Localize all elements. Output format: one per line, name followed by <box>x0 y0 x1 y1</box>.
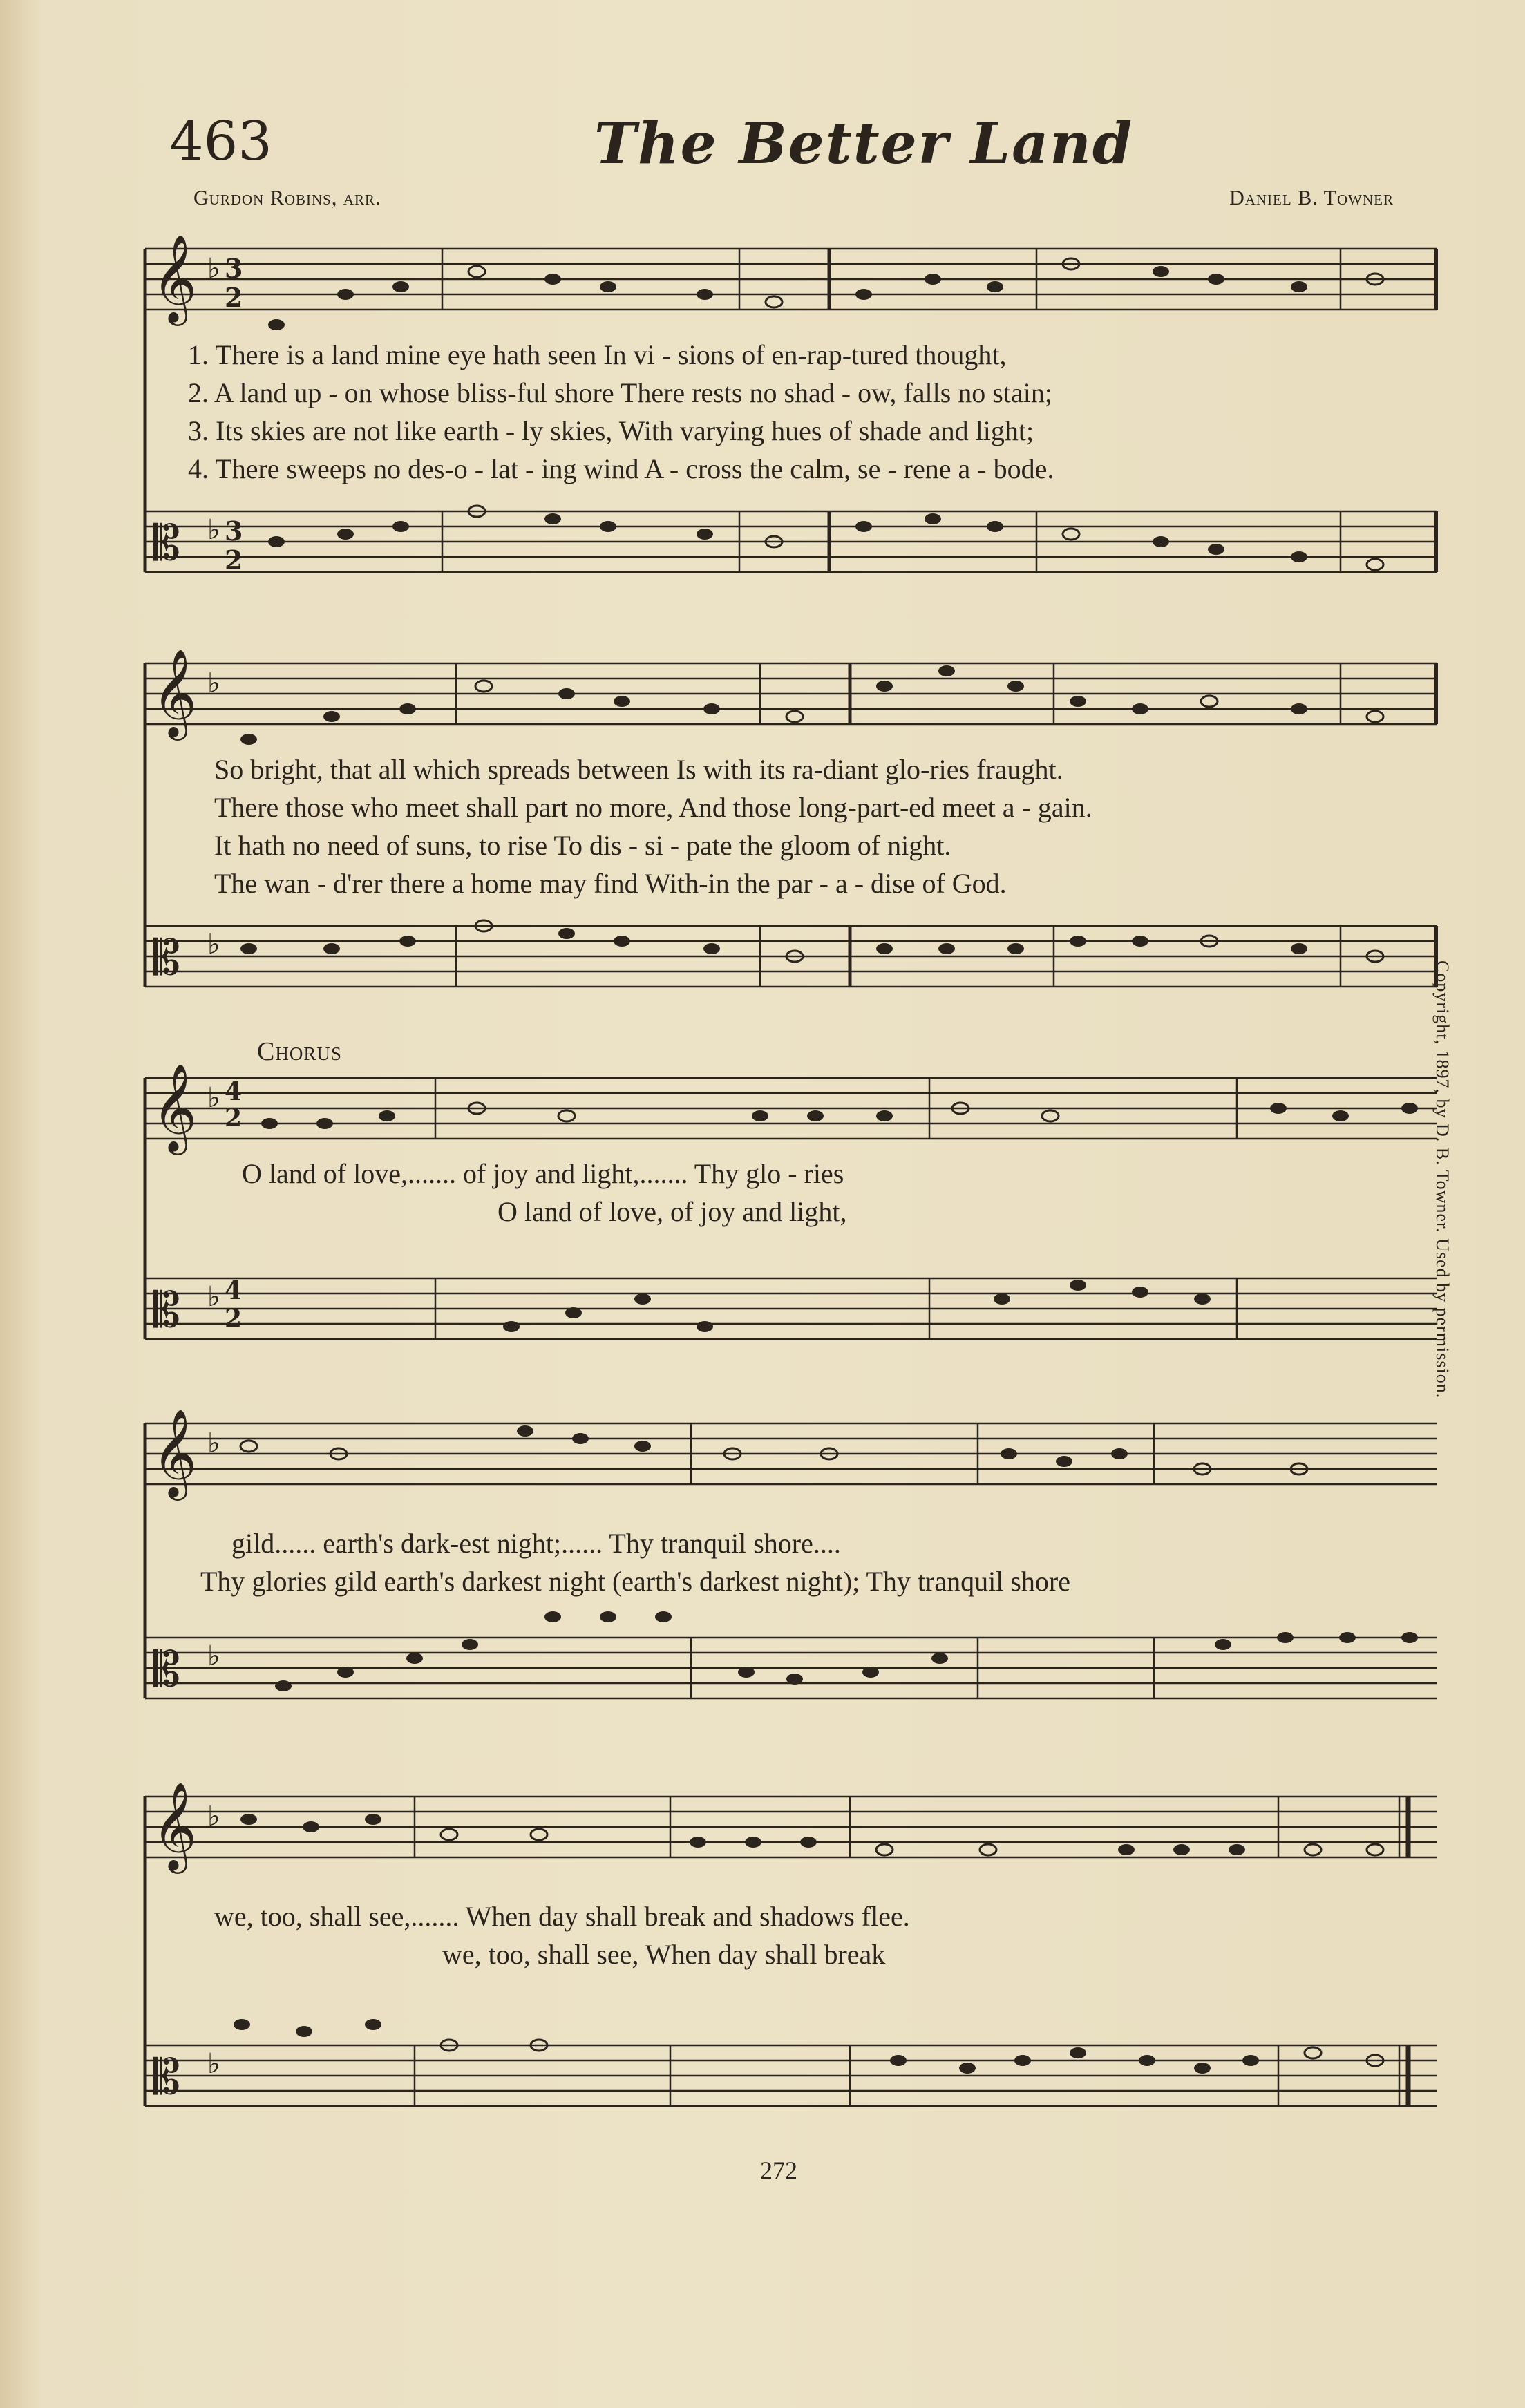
svg-text:2: 2 <box>225 282 243 313</box>
svg-text:3: 3 <box>225 515 243 547</box>
treble-clef-icon: 𝄞 <box>152 1783 198 1870</box>
chorus-soprano-line-3: we, too, shall see,....... When day shall break and shadows flee. <box>214 1901 910 1932</box>
bass-clef-icon: 𝄡 <box>153 1282 181 1338</box>
treble-clef-icon: 𝄞 <box>152 1064 198 1151</box>
svg-text:4: 4 <box>225 1276 243 1305</box>
svg-text:♭: ♭ <box>207 1428 220 1459</box>
svg-text:2: 2 <box>225 1304 243 1333</box>
svg-text:4: 4 <box>225 1077 243 1106</box>
svg-text:3: 3 <box>225 253 243 284</box>
svg-text:2: 2 <box>225 1103 243 1132</box>
bass-clef-icon: 𝄡 <box>153 1641 181 1698</box>
svg-text:♭: ♭ <box>207 1640 220 1672</box>
verse-line-4: 4. There sweeps no des-o - lat - ing wind A - cross the calm, se - rene a - bode. <box>188 453 1054 484</box>
verse-line-3-cont: It hath no need of suns, to rise To dis - si - pate the gloom of night. <box>214 830 951 861</box>
chorus-soprano-line-2: gild...... earth's dark-est night;...... Thy tranquil shore.... <box>231 1528 841 1559</box>
hymn-title: The Better Land <box>594 111 1134 177</box>
chorus-system-1 <box>138 1064 1444 1368</box>
chorus-alto-line-1: O land of love, of joy and light, <box>498 1196 847 1227</box>
bass-clef-icon: 𝄡 <box>153 929 181 986</box>
bass-clef-icon: 𝄡 <box>153 515 181 571</box>
music-system-1 <box>138 235 1444 594</box>
bass-noteheads <box>268 506 1383 570</box>
svg-text:♭: ♭ <box>207 667 220 699</box>
svg-text:♭: ♭ <box>207 514 220 546</box>
chorus-system-2 <box>138 1410 1444 1741</box>
bass-staff <box>145 511 1437 572</box>
arranger-credit: Gurdon Robins, arr. <box>193 187 381 209</box>
composer-credit: Daniel B. Towner <box>1229 187 1394 209</box>
svg-text:♭: ♭ <box>207 1082 220 1114</box>
verse-line-4-cont: The wan - d'rer there a home may find With-in the par - a - dise of God. <box>214 868 1007 899</box>
svg-text:♭: ♭ <box>207 253 220 285</box>
svg-text:♭: ♭ <box>207 1281 220 1313</box>
verse-line-1: 1. There is a land mine eye hath seen In vi - sions of en-rap-tured thought, <box>188 339 1007 370</box>
treble-clef-icon: 𝄞 <box>152 650 198 737</box>
chorus-alto-line-3: we, too, shall see, When day shall break <box>442 1939 886 1970</box>
svg-text:♭: ♭ <box>207 2048 220 2080</box>
treble-clef-icon: 𝄞 <box>152 235 198 322</box>
chorus-soprano-line-1: O land of love,....... of joy and light,....... Thy glo - ries <box>242 1158 844 1189</box>
bass-clef-icon: 𝄡 <box>153 2049 181 2105</box>
music-system-2 <box>138 650 1444 1009</box>
hymn-number: 463 <box>169 111 272 173</box>
barlines <box>442 249 1436 572</box>
page-number: 272 <box>760 2156 797 2184</box>
verse-line-2: 2. A land up - on whose bliss-ful shore There rests no shad - ow, falls no stain; <box>188 377 1052 408</box>
svg-text:♭: ♭ <box>207 929 220 960</box>
copyright-notice: Copyright, 1897, by D. B. Towner. Used by permission. <box>1432 960 1452 1399</box>
verse-line-3: 3. Its skies are not like earth - ly skies, With varying hues of shade and light; <box>188 415 1034 446</box>
svg-text:2: 2 <box>225 544 243 576</box>
treble-clef-icon: 𝄞 <box>152 1410 198 1497</box>
chorus-label: Chorus <box>257 1037 342 1066</box>
svg-text:♭: ♭ <box>207 1801 220 1832</box>
verse-line-2-cont: There those who meet shall part no more, And those long-part-ed meet a - gain. <box>214 792 1092 823</box>
chorus-alto-line-2: Thy glories gild earth's darkest night (earth's darkest night); Thy tranquil shore <box>200 1566 1070 1597</box>
chorus-system-3 <box>138 1783 1444 2142</box>
verse-line-1-cont: So bright, that all which spreads between Is with its ra-diant glo-ries fraught. <box>214 754 1063 785</box>
treble-staff <box>145 249 1437 310</box>
